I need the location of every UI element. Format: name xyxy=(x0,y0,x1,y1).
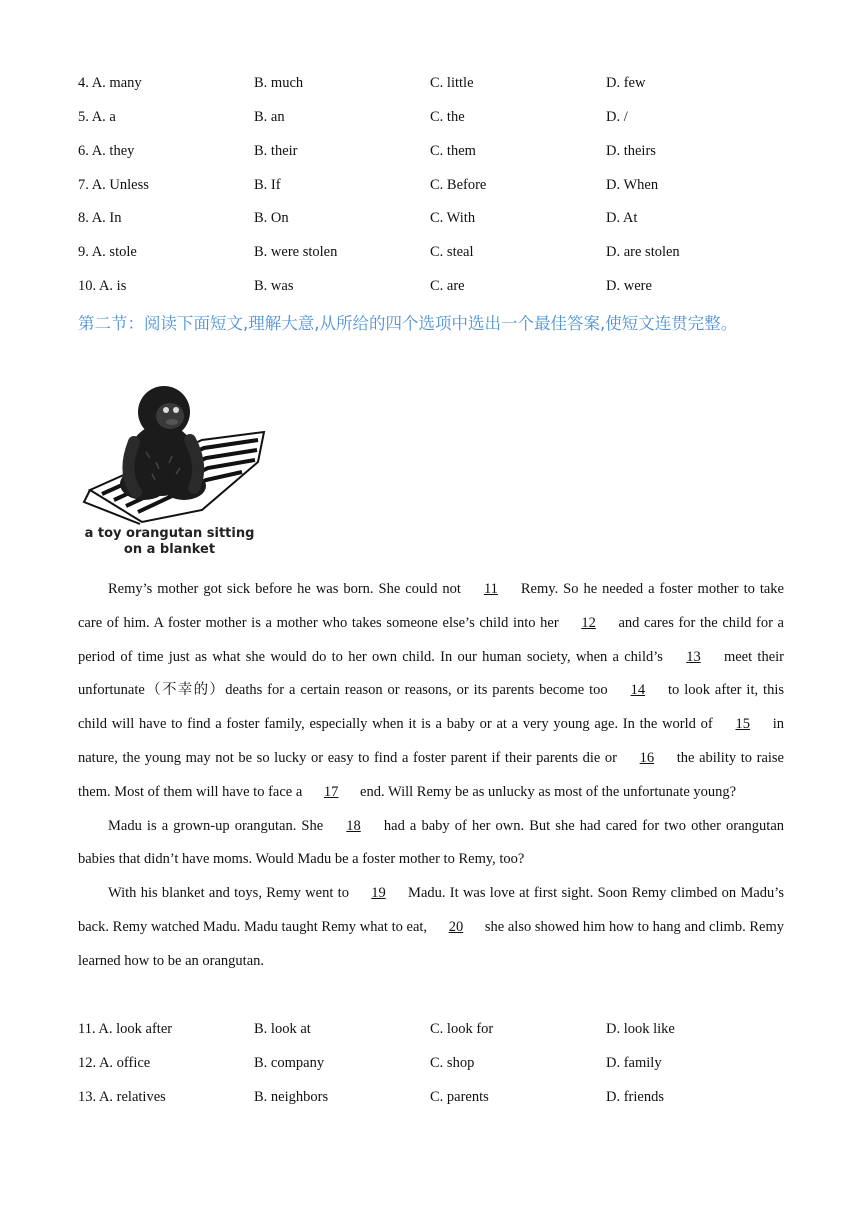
blank-17: 17 xyxy=(323,783,339,800)
text-segment: Remy. So he needed a foster mother to take care of him. A foster mother is a mother who takes someone else’s child into her xyxy=(78,581,784,631)
option-d: D. When xyxy=(606,177,659,193)
option-b: B. company xyxy=(254,1055,325,1071)
text-segment: end. Will Remy be as unlucky as most of the unfortunate young? xyxy=(356,783,737,800)
option-a: 8. A. In xyxy=(78,210,122,226)
text-segment: in nature, the young may not be so lucky or easy to find a foster parent if their parents die or xyxy=(78,716,785,766)
option-c: C. them xyxy=(430,143,476,159)
blank-12: 12 xyxy=(581,614,596,631)
blank-19: 19 xyxy=(371,885,386,902)
paragraph-3 xyxy=(78,877,784,978)
option-c: C. the xyxy=(430,109,465,125)
option-b: B. was xyxy=(254,278,294,294)
option-d: D. friends xyxy=(606,1089,664,1105)
text-segment: to look after it, this child will have to find a foster family, especially when it is a baby or at a very young age. In the world of xyxy=(78,682,784,733)
text-segment: Madu. It was love at first sight. Soon Remy climbed on Madu’s back. Remy watched Madu. Madu taught Remy what to eat, xyxy=(78,885,784,935)
option-d: D. few xyxy=(606,75,646,91)
option-a: 5. A. a xyxy=(78,109,116,125)
option-a: 10. A. is xyxy=(78,278,127,294)
option-b: B. their xyxy=(254,143,298,159)
option-c: C. shop xyxy=(430,1055,475,1071)
figure-caption xyxy=(82,526,257,558)
caption-line-2: on a blanket xyxy=(123,542,216,557)
paragraph-2 xyxy=(78,810,784,878)
paragraph-1 xyxy=(78,573,784,810)
option-b: B. look at xyxy=(254,1021,311,1037)
option-d: D. family xyxy=(606,1055,662,1071)
option-b: B. an xyxy=(254,109,285,125)
option-c: C. With xyxy=(430,210,476,226)
option-a: 7. A. Unless xyxy=(78,177,149,193)
option-b: B. neighbors xyxy=(254,1089,329,1105)
option-c: C. Before xyxy=(430,177,487,193)
option-c: C. little xyxy=(430,75,474,91)
option-d: D. look like xyxy=(606,1021,675,1037)
caption-line-1: a toy orangutan sitting xyxy=(84,526,255,541)
option-d: D. were xyxy=(606,278,652,294)
option-d: D. theirs xyxy=(606,143,656,159)
blank-16: 16 xyxy=(639,749,655,766)
text-segment: had a baby of her own. But she had cared for two other orangutan babies that didn’t have moms. Would Madu be a foster mother to Remy, too? xyxy=(78,817,785,868)
text-segment: With his blanket and toys, Remy went to xyxy=(108,885,354,902)
option-d: D. are stolen xyxy=(606,244,680,260)
text-segment: the ability to raise them. Most of them will have to face a xyxy=(78,749,784,800)
text-segment: and cares for the child for a period of time just as what she would do to her own child. In our human society, when a child’s xyxy=(78,614,784,665)
reading-passage xyxy=(78,573,784,979)
blank-15: 15 xyxy=(735,716,750,733)
text-segment: she also showed him how to hang and climb. Remy learned how to be an orangutan. xyxy=(78,918,785,969)
option-b: B. much xyxy=(254,75,304,91)
blank-14: 14 xyxy=(630,682,646,699)
blank-11: 11 xyxy=(483,581,498,597)
option-a: 12. A. office xyxy=(78,1055,151,1071)
text-segment: Madu is a grown-up orangutan. She xyxy=(108,817,329,834)
option-a: 4. A. many xyxy=(78,75,142,91)
option-a: 9. A. stole xyxy=(78,244,137,260)
text-segment: meet their unfortunate（不幸的）deaths for a certain reason or reasons, or its parents become too xyxy=(78,648,784,699)
option-c: C. steal xyxy=(430,244,474,260)
option-b: B. If xyxy=(254,177,281,193)
option-c: C. parents xyxy=(430,1089,489,1105)
option-a: 13. A. relatives xyxy=(78,1089,166,1105)
option-b: B. On xyxy=(254,210,289,226)
blank-20: 20 xyxy=(448,918,464,935)
option-b: B. were stolen xyxy=(254,244,338,260)
option-d: D. / xyxy=(606,109,628,125)
section-heading: 第二节：阅读下面短文,理解大意,从所给的四个选项中选出一个最佳答案,使短文连贯完整。 xyxy=(78,314,738,333)
option-c: C. look for xyxy=(430,1021,494,1037)
option-a: 11. A. look after xyxy=(78,1021,173,1037)
option-c: C. are xyxy=(430,278,465,294)
option-a: 6. A. they xyxy=(78,143,135,159)
option-d: D. At xyxy=(606,210,638,226)
text-segment: Remy’s mother got sick before he was born. She could not xyxy=(108,581,466,597)
blank-13: 13 xyxy=(686,648,701,665)
blank-18: 18 xyxy=(346,817,361,834)
